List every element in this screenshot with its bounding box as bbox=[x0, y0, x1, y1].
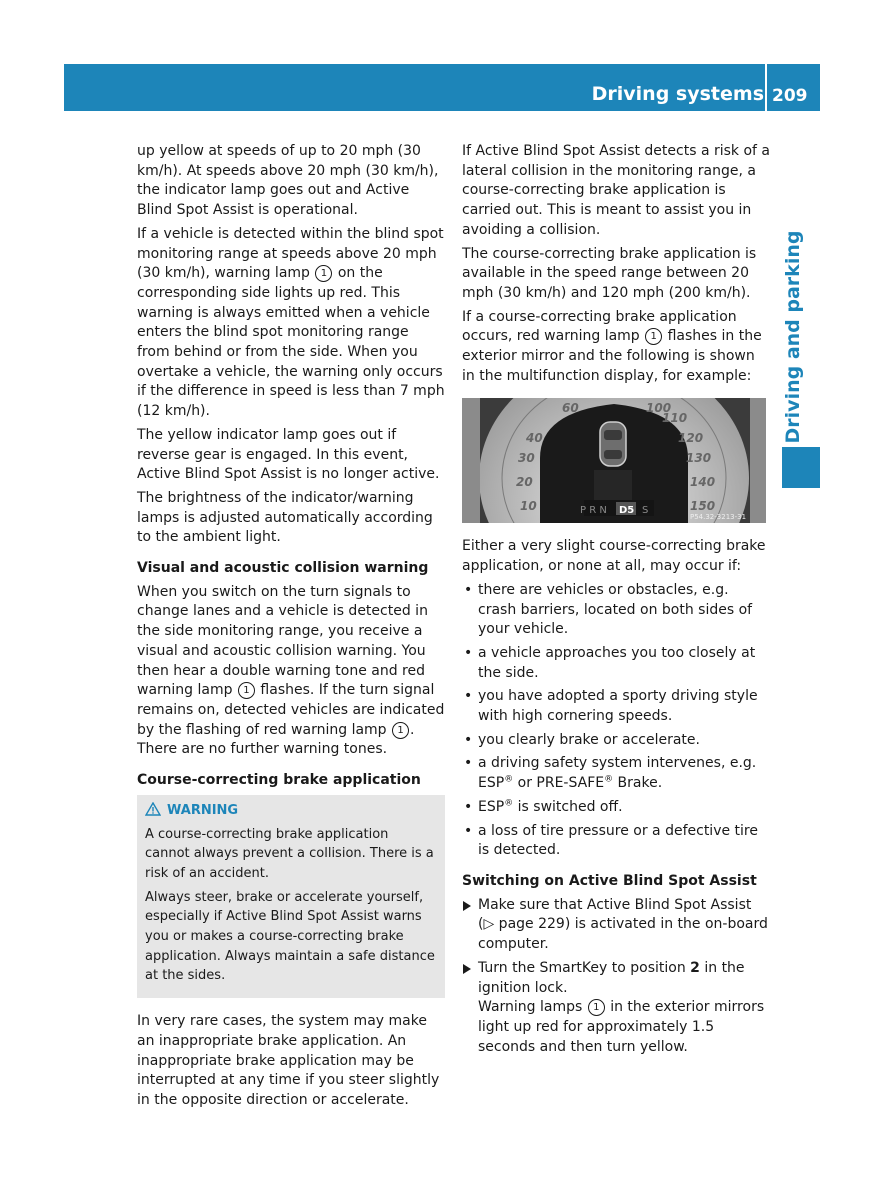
left-column bbox=[137, 142, 445, 1115]
warning-triangle-icon bbox=[145, 802, 161, 816]
tick-label: 60 bbox=[562, 401, 579, 416]
tick-label: 150 bbox=[690, 499, 716, 514]
paragraph: If a vehicle is detected within the blind spot monitoring range at speeds above 20 mph (30 km/h), warning lamp 1 on the corresponding side lights up red. This warning is always emitted when a vehicle enters the blind spot monitoring range from behind or from the side. When you overtake a vehicle, the warning only occurs if the difference in speed is less than 7 mph (12 km/h). bbox=[137, 225, 445, 420]
car-top-view-icon bbox=[600, 422, 626, 466]
tick-label: 110 bbox=[662, 411, 688, 426]
paragraph: In very rare cases, the system may make an inappropriate brake application. An inappropriate brake application may be interrupted at any time if you steer slightly in the opposite direction or accelerate. bbox=[137, 1013, 440, 1108]
warning-box bbox=[137, 795, 445, 998]
paragraph: Either a very slight course-correcting brake application, or none at all, may occur if: bbox=[462, 538, 766, 575]
side-tab-label: Driving and parking bbox=[782, 230, 804, 444]
list-item: • there are vehicles or obstacles, e.g. crash barriers, located on both sides of your vehicle. bbox=[462, 581, 770, 640]
tick-label: 120 bbox=[678, 431, 704, 446]
callout-1-icon: 1 bbox=[645, 328, 662, 345]
instruction-step: Make sure that Active Blind Spot Assist (▷ page 229) is activated in the on-board computer. bbox=[462, 896, 770, 955]
gear-s: S bbox=[642, 505, 649, 517]
list-item: • you have adopted a sporty driving style with high cornering speeds. bbox=[462, 687, 770, 726]
list-item: • ESP® is switched off. bbox=[462, 798, 770, 818]
warning-text: Always steer, brake or accelerate yourself, especially if Active Blind Spot Assist warns you or makes a course-correcting brake application. Always maintain a safe distance at the sides. bbox=[145, 889, 435, 984]
tick-label: 30 bbox=[518, 451, 535, 466]
paragraph: If a course-correcting brake application occurs, red warning lamp 1 flashes in the exterior mirror and the following is shown in the multifunction display, for example: bbox=[462, 308, 762, 384]
header-divider bbox=[765, 64, 767, 111]
tick-label: 100 bbox=[646, 401, 672, 416]
instruction-step: Turn the SmartKey to position 2 in the ignition lock. Warning lamps 1 in the exterior mirrors light up red for approximately 1.5 seconds and then turn yellow. bbox=[462, 959, 770, 1058]
list-item: • a loss of tire pressure or a defective tire is detected. bbox=[462, 822, 770, 861]
tick-label: 140 bbox=[690, 475, 716, 490]
tick-label: 20 bbox=[516, 475, 533, 490]
instrument-cluster-figure bbox=[462, 398, 766, 523]
paragraph: When you switch on the turn signals to change lanes and a vehicle is detected in the side monitoring range, you receive a visual and acoustic collision warning. You then hear a double warning tone and red warning lamp 1 flashes. If the turn signal remains on, detected vehicles are indicated by the flashing of red warning lamp 1 . There are no further warning tones. bbox=[137, 583, 445, 758]
list-item: • you clearly brake or accelerate. bbox=[462, 731, 770, 751]
page-number: 209 bbox=[772, 86, 808, 106]
right-column bbox=[462, 142, 770, 1061]
warning-text: A course-correcting brake application cannot always prevent a collision. There is a risk of an accident. bbox=[145, 826, 434, 881]
subheading: Visual and acoustic collision warning bbox=[137, 560, 429, 577]
paragraph: The course-correcting brake application is available in the speed range between 20 mph (30 km/h) and 120 mph (200 km/h). bbox=[462, 245, 757, 301]
gear-indicator-letters: P R N bbox=[580, 505, 607, 517]
paragraph: up yellow at speeds of up to 20 mph (30 km/h). At speeds above 20 mph (30 km/h), the indicator lamp goes out and Active Blind Spot Assist is operational. bbox=[137, 143, 439, 219]
callout-1-icon: 1 bbox=[392, 722, 409, 739]
side-tab bbox=[778, 230, 808, 444]
callout-1-icon: 1 bbox=[588, 999, 605, 1016]
callout-1-icon: 1 bbox=[315, 265, 332, 282]
list-item: • a driving safety system intervenes, e.g. ESP® or PRE-SAFE® Brake. bbox=[462, 754, 770, 793]
tick-label: 10 bbox=[520, 499, 537, 514]
section-title: Driving systems bbox=[591, 83, 764, 105]
paragraph: If Active Blind Spot Assist detects a risk of a lateral collision in the monitoring range, a course-correcting brake application is carried out. This is meant to assist you in avoiding a collision. bbox=[462, 143, 771, 238]
callout-1-icon: 1 bbox=[238, 682, 255, 699]
paragraph: The yellow indicator lamp goes out if reverse gear is engaged. In this event, Active Blind Spot Assist is no longer active. bbox=[137, 426, 440, 483]
subheading: Switching on Active Blind Spot Assist bbox=[462, 872, 757, 889]
header-bar bbox=[64, 64, 820, 111]
step-arrow-icon bbox=[463, 901, 471, 911]
subheading: Course-correcting brake application bbox=[137, 772, 421, 789]
speedometer-illustration bbox=[462, 398, 766, 523]
gear-selected: D5 bbox=[619, 505, 635, 517]
bullet-list bbox=[462, 581, 770, 861]
warning-heading: WARNING bbox=[145, 801, 437, 821]
instruction-steps bbox=[462, 896, 770, 1058]
side-tab-marker bbox=[782, 447, 820, 488]
figure-code: P54.32-3213-31 bbox=[690, 513, 747, 522]
list-item: • a vehicle approaches you too closely at the side. bbox=[462, 644, 770, 683]
tick-label: 40 bbox=[526, 431, 543, 446]
paragraph: The brightness of the indicator/warning lamps is adjusted automatically according to the ambient light. bbox=[137, 489, 433, 546]
step-arrow-icon bbox=[463, 964, 471, 974]
tick-label: 130 bbox=[686, 451, 712, 466]
